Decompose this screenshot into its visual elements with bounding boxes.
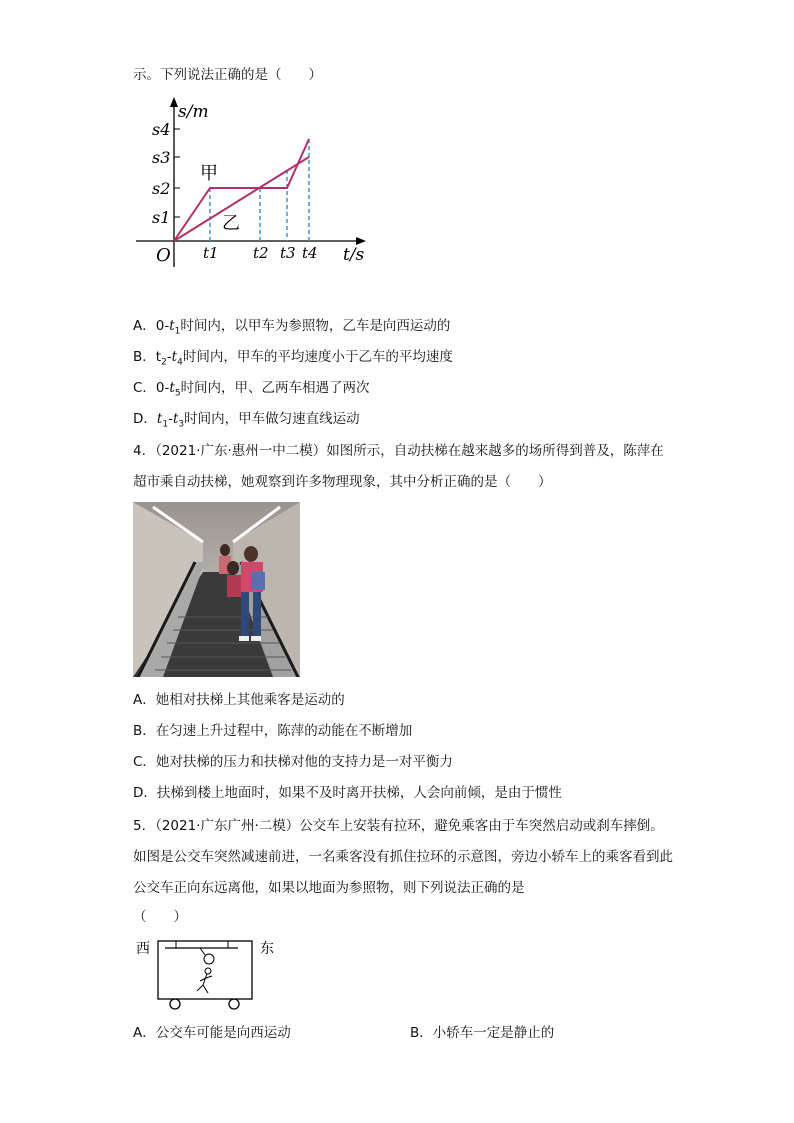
x-tick-labels bbox=[203, 244, 318, 262]
strap bbox=[200, 948, 205, 955]
q3-option-b: B．$t_2-t_4$时间内，甲车的平均速度小于乙车的平均速度 bbox=[133, 349, 453, 368]
st-graph bbox=[130, 95, 380, 275]
q5-option-b: B．小轿车一定是静止的 bbox=[410, 1025, 555, 1041]
label-t2: t2 bbox=[253, 244, 269, 262]
label-t3: t3 bbox=[280, 244, 296, 262]
y-axis-arrow bbox=[170, 97, 178, 107]
origin-label: O bbox=[156, 245, 171, 266]
y-tick-labels bbox=[152, 120, 170, 227]
label-s2: s2 bbox=[152, 179, 171, 198]
label-yi: 乙 bbox=[222, 213, 240, 234]
label-s4: s4 bbox=[152, 120, 171, 139]
q5-option-a: A．公交车可能是向西运动 bbox=[133, 1025, 291, 1041]
label-t1: t1 bbox=[203, 244, 219, 262]
label-s3: s3 bbox=[152, 148, 171, 167]
strap-ring bbox=[204, 954, 214, 964]
x-axis-label: t/s bbox=[343, 245, 365, 265]
q4-option-b: B．在匀速上升过程中，陈萍的动能在不断增加 bbox=[133, 723, 413, 739]
wheel-left bbox=[170, 999, 180, 1009]
q3-option-c: C．$0-t_5$时间内，甲、乙两车相遇了两次 bbox=[133, 380, 370, 399]
label-s1: s1 bbox=[152, 208, 171, 227]
label-t4: t4 bbox=[302, 244, 318, 262]
wheel-right bbox=[229, 999, 239, 1009]
label-jia: 甲 bbox=[200, 163, 218, 184]
q3-option-a: A．$0-t_1$时间内，以甲车为参照物，乙车是向西运动的 bbox=[133, 318, 451, 337]
q4-option-a: A．她相对扶梯上其他乘客是运动的 bbox=[133, 692, 345, 708]
escalator-photo bbox=[133, 502, 300, 677]
east-label: 东 bbox=[260, 941, 274, 957]
passenger-head bbox=[205, 968, 211, 974]
q5-answer-paren: （ ） bbox=[133, 909, 187, 925]
y-axis-label: s/m bbox=[178, 102, 209, 122]
q4-stem: 4．（2021·广东·惠州一中二模）如图所示，自动扶梯在越来越多的场所得到普及，陈萍在超市乘自动扶梯，她观察到许多物理现象，其中分析正确的是（ ） bbox=[133, 443, 664, 490]
west-label: 西 bbox=[136, 941, 150, 957]
line-jia bbox=[174, 139, 309, 241]
q4-option-c: C．她对扶梯的压力和扶梯对他的支持力是一对平衡力 bbox=[133, 754, 453, 770]
line-yi bbox=[174, 157, 309, 241]
q5-stem: 5．（2021·广东广州·二模）公交车上安装有拉环，避免乘客由于车突然启动或刹车摔倒。如图是公交车突然减速前进，一名乘客没有抓住拉环的示意图，旁边小轿车上的乘客看到此公交车正向东远离他，如果以地面为参照物，则下列说法正确的是 bbox=[133, 818, 673, 896]
q3-option-d: D．$t_1-t_3$时间内，甲车做匀速直线运动 bbox=[133, 411, 360, 430]
x-axis-arrow bbox=[356, 237, 366, 245]
bus-figure bbox=[130, 935, 290, 1015]
q3-stem-tail: 示。下列说法正确的是（ ） bbox=[133, 67, 322, 83]
q4-option-d: D．扶梯到楼上地面时，如果不及时离开扶梯，人会向前倾，是由于惯性 bbox=[133, 785, 562, 801]
